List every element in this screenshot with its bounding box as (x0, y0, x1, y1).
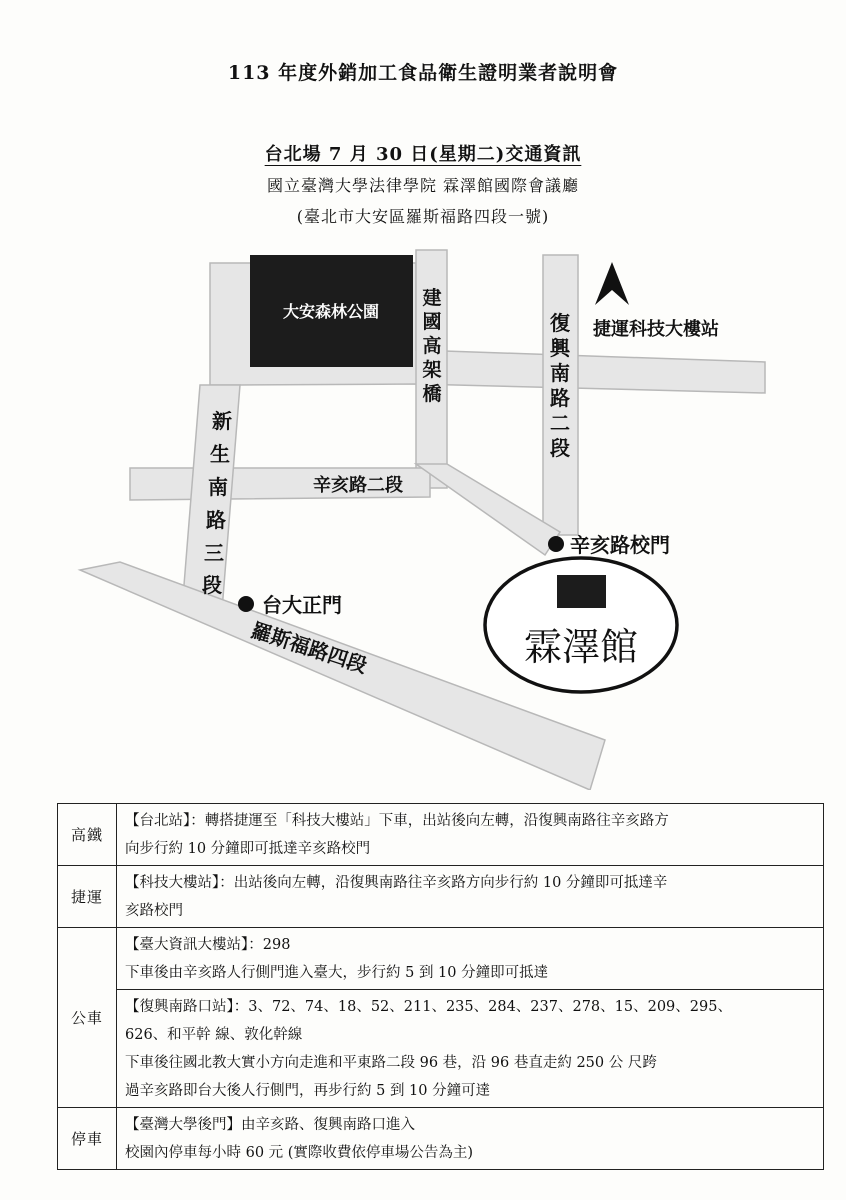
roosevelt-label: 羅斯福路四段 (248, 617, 370, 678)
transport-mode-cell: 捷運 (58, 866, 117, 928)
xinhai-label: 辛亥路二段 (313, 475, 403, 496)
fuxing-label-1: 復 (550, 311, 570, 335)
main-gate-marker-icon (238, 596, 254, 612)
fuxing-label-5: 二 (550, 411, 570, 435)
transport-detail-line: 過辛亥路即台大後人行側門，再步行約 5 到 10 分鐘可達 (125, 1083, 491, 1099)
transport-detail-line: 【台北站】：轉搭捷運至「科技大樓站」下車，出站後向左轉，沿復興南路往辛亥路方 (125, 813, 669, 829)
transport-detail-cell (117, 990, 824, 1108)
transport-detail-line: 【臺灣大學後門】由辛亥路、復興南路口進入 (125, 1117, 415, 1133)
transport-detail-cell (117, 928, 824, 990)
north-arrow-icon (595, 262, 629, 305)
transport-table (57, 803, 824, 1170)
xinsheng-label-4: 路 (206, 508, 226, 532)
transport-mode-cell: 公車 (58, 928, 117, 1108)
transport-detail-line: 【臺大資訊大樓站】：298 (125, 937, 291, 953)
xinhai-gate-marker-icon (548, 536, 564, 552)
transport-detail-line: 向步行約 10 分鐘即可抵達辛亥路校門 (125, 841, 371, 857)
transport-mode-cell: 停車 (58, 1108, 117, 1170)
page-title: 113 年度外銷加工食品衛生證明業者說明會 (227, 62, 619, 84)
transport-detail-line: 【科技大樓站】：出站後向左轉，沿復興南路往辛亥路方向步行約 10 分鐘即可抵達辛 (125, 875, 668, 891)
fuxing-label-4: 路 (550, 386, 570, 410)
fuxing-label-3: 南 (550, 361, 570, 385)
jianguo-label-5: 橋 (422, 383, 442, 405)
transport-detail-line: 下車後由辛亥路人行側門進入臺大，步行約 5 到 10 分鐘即可抵達 (125, 965, 549, 981)
map-road-xinhai-diagonal (416, 464, 560, 555)
jianguo-label-2: 國 (422, 311, 442, 333)
transport-detail-cell (117, 1108, 824, 1170)
building-icon (557, 575, 606, 608)
transport-detail-line: 【復興南路口站】：3、72、74、18、52、211、235、284、237、278、15、209、295、 (125, 999, 732, 1015)
location-map (0, 230, 846, 790)
transport-row (58, 804, 824, 866)
main-gate-label: 台大正門 (262, 593, 342, 617)
transport-detail-line: 下車後往國北教大實小方向走進和平東路二段 96 巷，沿 96 巷直走約 250 公 尺跨 (125, 1055, 657, 1071)
building-label: 霖澤館 (523, 625, 639, 669)
xinsheng-label-1: 新 (212, 409, 232, 433)
xinsheng-label-2: 生 (210, 442, 230, 466)
jianguo-label-3: 高 (422, 335, 442, 357)
venue-address: (臺北市大安區羅斯福路四段一號) (296, 207, 550, 226)
jianguo-label-1: 建 (422, 287, 442, 309)
transport-detail-line: 亥路校門 (125, 903, 183, 919)
venue-name: 國立臺灣大學法律學院 霖澤館國際會議廳 (266, 176, 580, 195)
xinsheng-label-6: 段 (202, 573, 222, 597)
fuxing-label-6: 段 (550, 436, 570, 460)
transport-row (58, 1108, 824, 1170)
transport-detail-cell (117, 804, 824, 866)
page-subtitle (0, 140, 846, 166)
xinhai-gate-label: 辛亥路校門 (570, 533, 670, 557)
jianguo-label-4: 架 (422, 359, 442, 381)
transport-row (58, 866, 824, 928)
fuxing-label-2: 興 (550, 336, 570, 360)
xinsheng-label-3: 南 (208, 475, 228, 499)
transport-detail-cell (117, 866, 824, 928)
transport-mode-cell: 高鐵 (58, 804, 117, 866)
transport-row (58, 928, 824, 990)
transport-detail-line: 校園內停車每小時 60 元 (實際收費依停車場公告為主) (125, 1145, 474, 1161)
subtitle-text: 台北場 7 月 30 日(星期二)交通資訊 (264, 144, 582, 165)
transport-row (58, 990, 824, 1108)
mrt-station-label: 捷運科技大樓站 (593, 319, 719, 340)
xinsheng-label-5: 三 (204, 541, 224, 565)
daan-park-label: 大安森林公園 (282, 302, 380, 321)
transport-detail-line: 626、和平幹 線、敦化幹線 (125, 1027, 303, 1043)
